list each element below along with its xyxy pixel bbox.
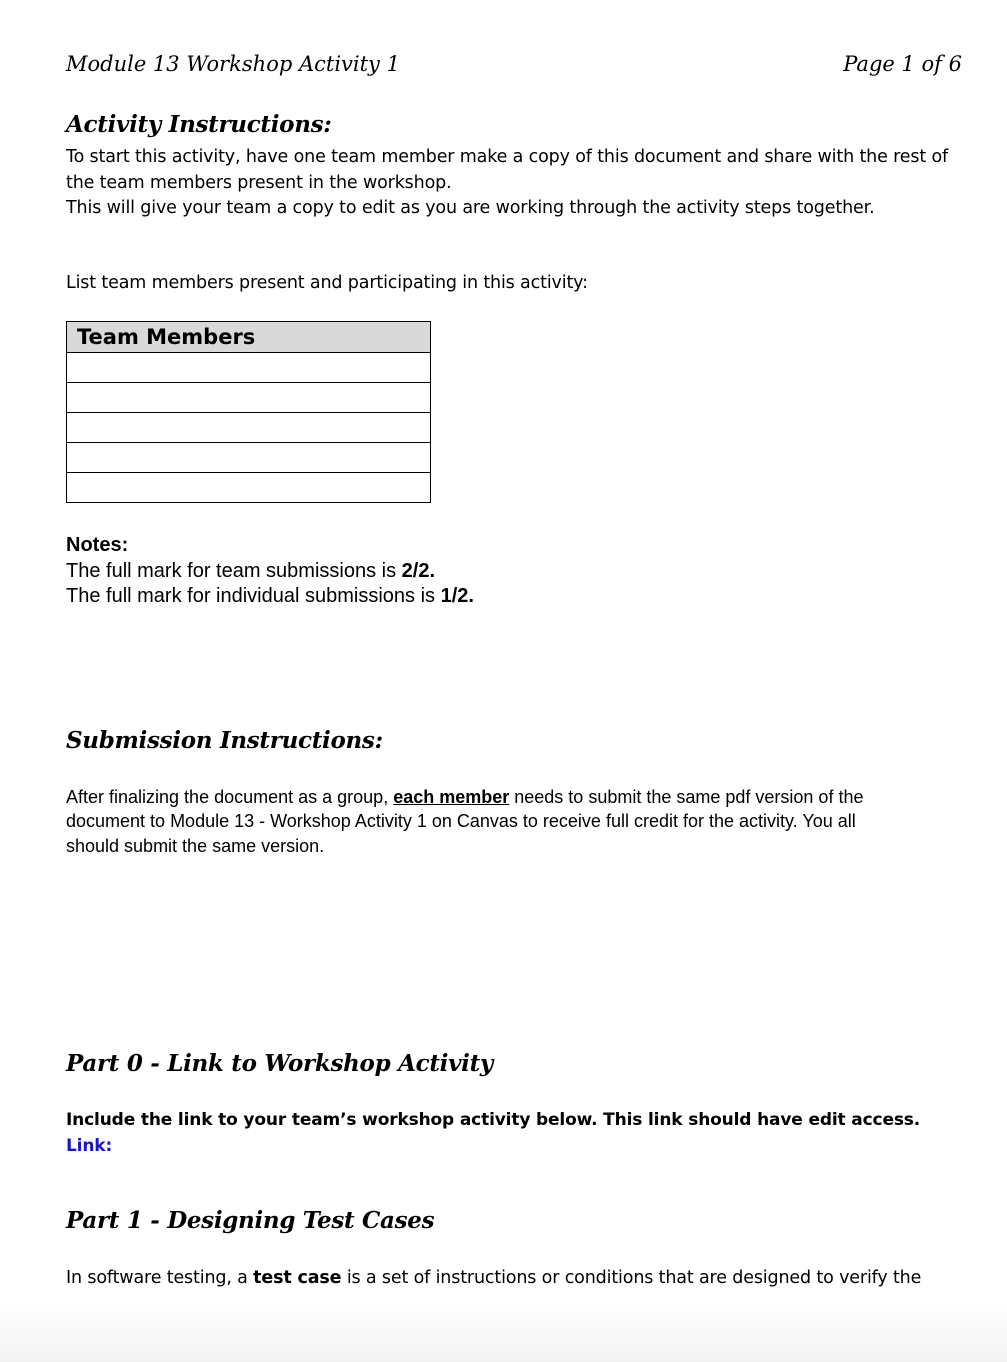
submission-line: After finalizing the document as a group, each member needs to submit the same pdf version of the — [66, 787, 864, 807]
team-members-table — [66, 321, 431, 503]
part1-heading: Part 1 - Designing Test Cases — [66, 1207, 435, 1234]
link-label: Link: — [66, 1136, 113, 1156]
each-member-emphasis: each member — [393, 787, 510, 807]
notes-section — [66, 533, 474, 610]
instruction-line: To start this activity, have one team member make a copy of this document and share with the rest of — [66, 147, 949, 167]
team-mark: 2/2. — [401, 559, 436, 582]
table-row — [67, 473, 431, 503]
notes-label: Notes: — [66, 534, 129, 556]
activity-instructions-heading: Activity Instructions: — [66, 111, 332, 138]
individual-mark: 1/2. — [440, 585, 474, 607]
instruction-line: This will give your team a copy to edit as you are working through the activity steps together. — [66, 198, 875, 218]
part0-instruction: Include the link to your team’s workshop activity below. This link should have edit access. — [66, 1110, 921, 1130]
team-list-prompt: List team members present and participating in this activity: — [66, 273, 588, 293]
table-row — [67, 353, 431, 383]
test-case-term: test case — [253, 1268, 342, 1288]
document-title: Module 13 Workshop Activity 1 — [66, 52, 400, 76]
table-row — [67, 443, 431, 473]
table-row — [67, 413, 431, 443]
team-member-cell[interactable] — [67, 443, 431, 473]
team-member-cell[interactable] — [67, 383, 431, 413]
team-members-header: Team Members — [67, 322, 431, 353]
individual-mark-line: The full mark for individual submissions is 1/2. — [66, 585, 474, 607]
page-number: Page 1 of 6 — [843, 52, 962, 76]
part0-heading: Part 0 - Link to Workshop Activity — [66, 1050, 493, 1077]
submission-line: document to Module 13 - Workshop Activity 1 on Canvas to receive full credit for the activity. You all — [66, 811, 856, 832]
team-member-cell[interactable] — [67, 353, 431, 383]
team-mark-line: The full mark for team submissions is 2/2. — [66, 559, 436, 582]
instruction-line: the team members present in the workshop. — [66, 172, 452, 193]
submission-instructions-body — [66, 785, 966, 858]
team-member-cell[interactable] — [67, 413, 431, 443]
table-header-row — [67, 322, 431, 353]
table-row — [67, 383, 431, 413]
page-bottom-fade — [0, 1300, 1007, 1362]
submission-instructions-heading: Submission Instructions: — [66, 727, 383, 754]
team-member-cell[interactable] — [67, 473, 431, 503]
submission-line: should submit the same version. — [66, 835, 325, 856]
part1-intro: In software testing, a test case is a set of instructions or conditions that are designed to verify the — [66, 1268, 922, 1288]
activity-instructions-body — [66, 145, 966, 222]
